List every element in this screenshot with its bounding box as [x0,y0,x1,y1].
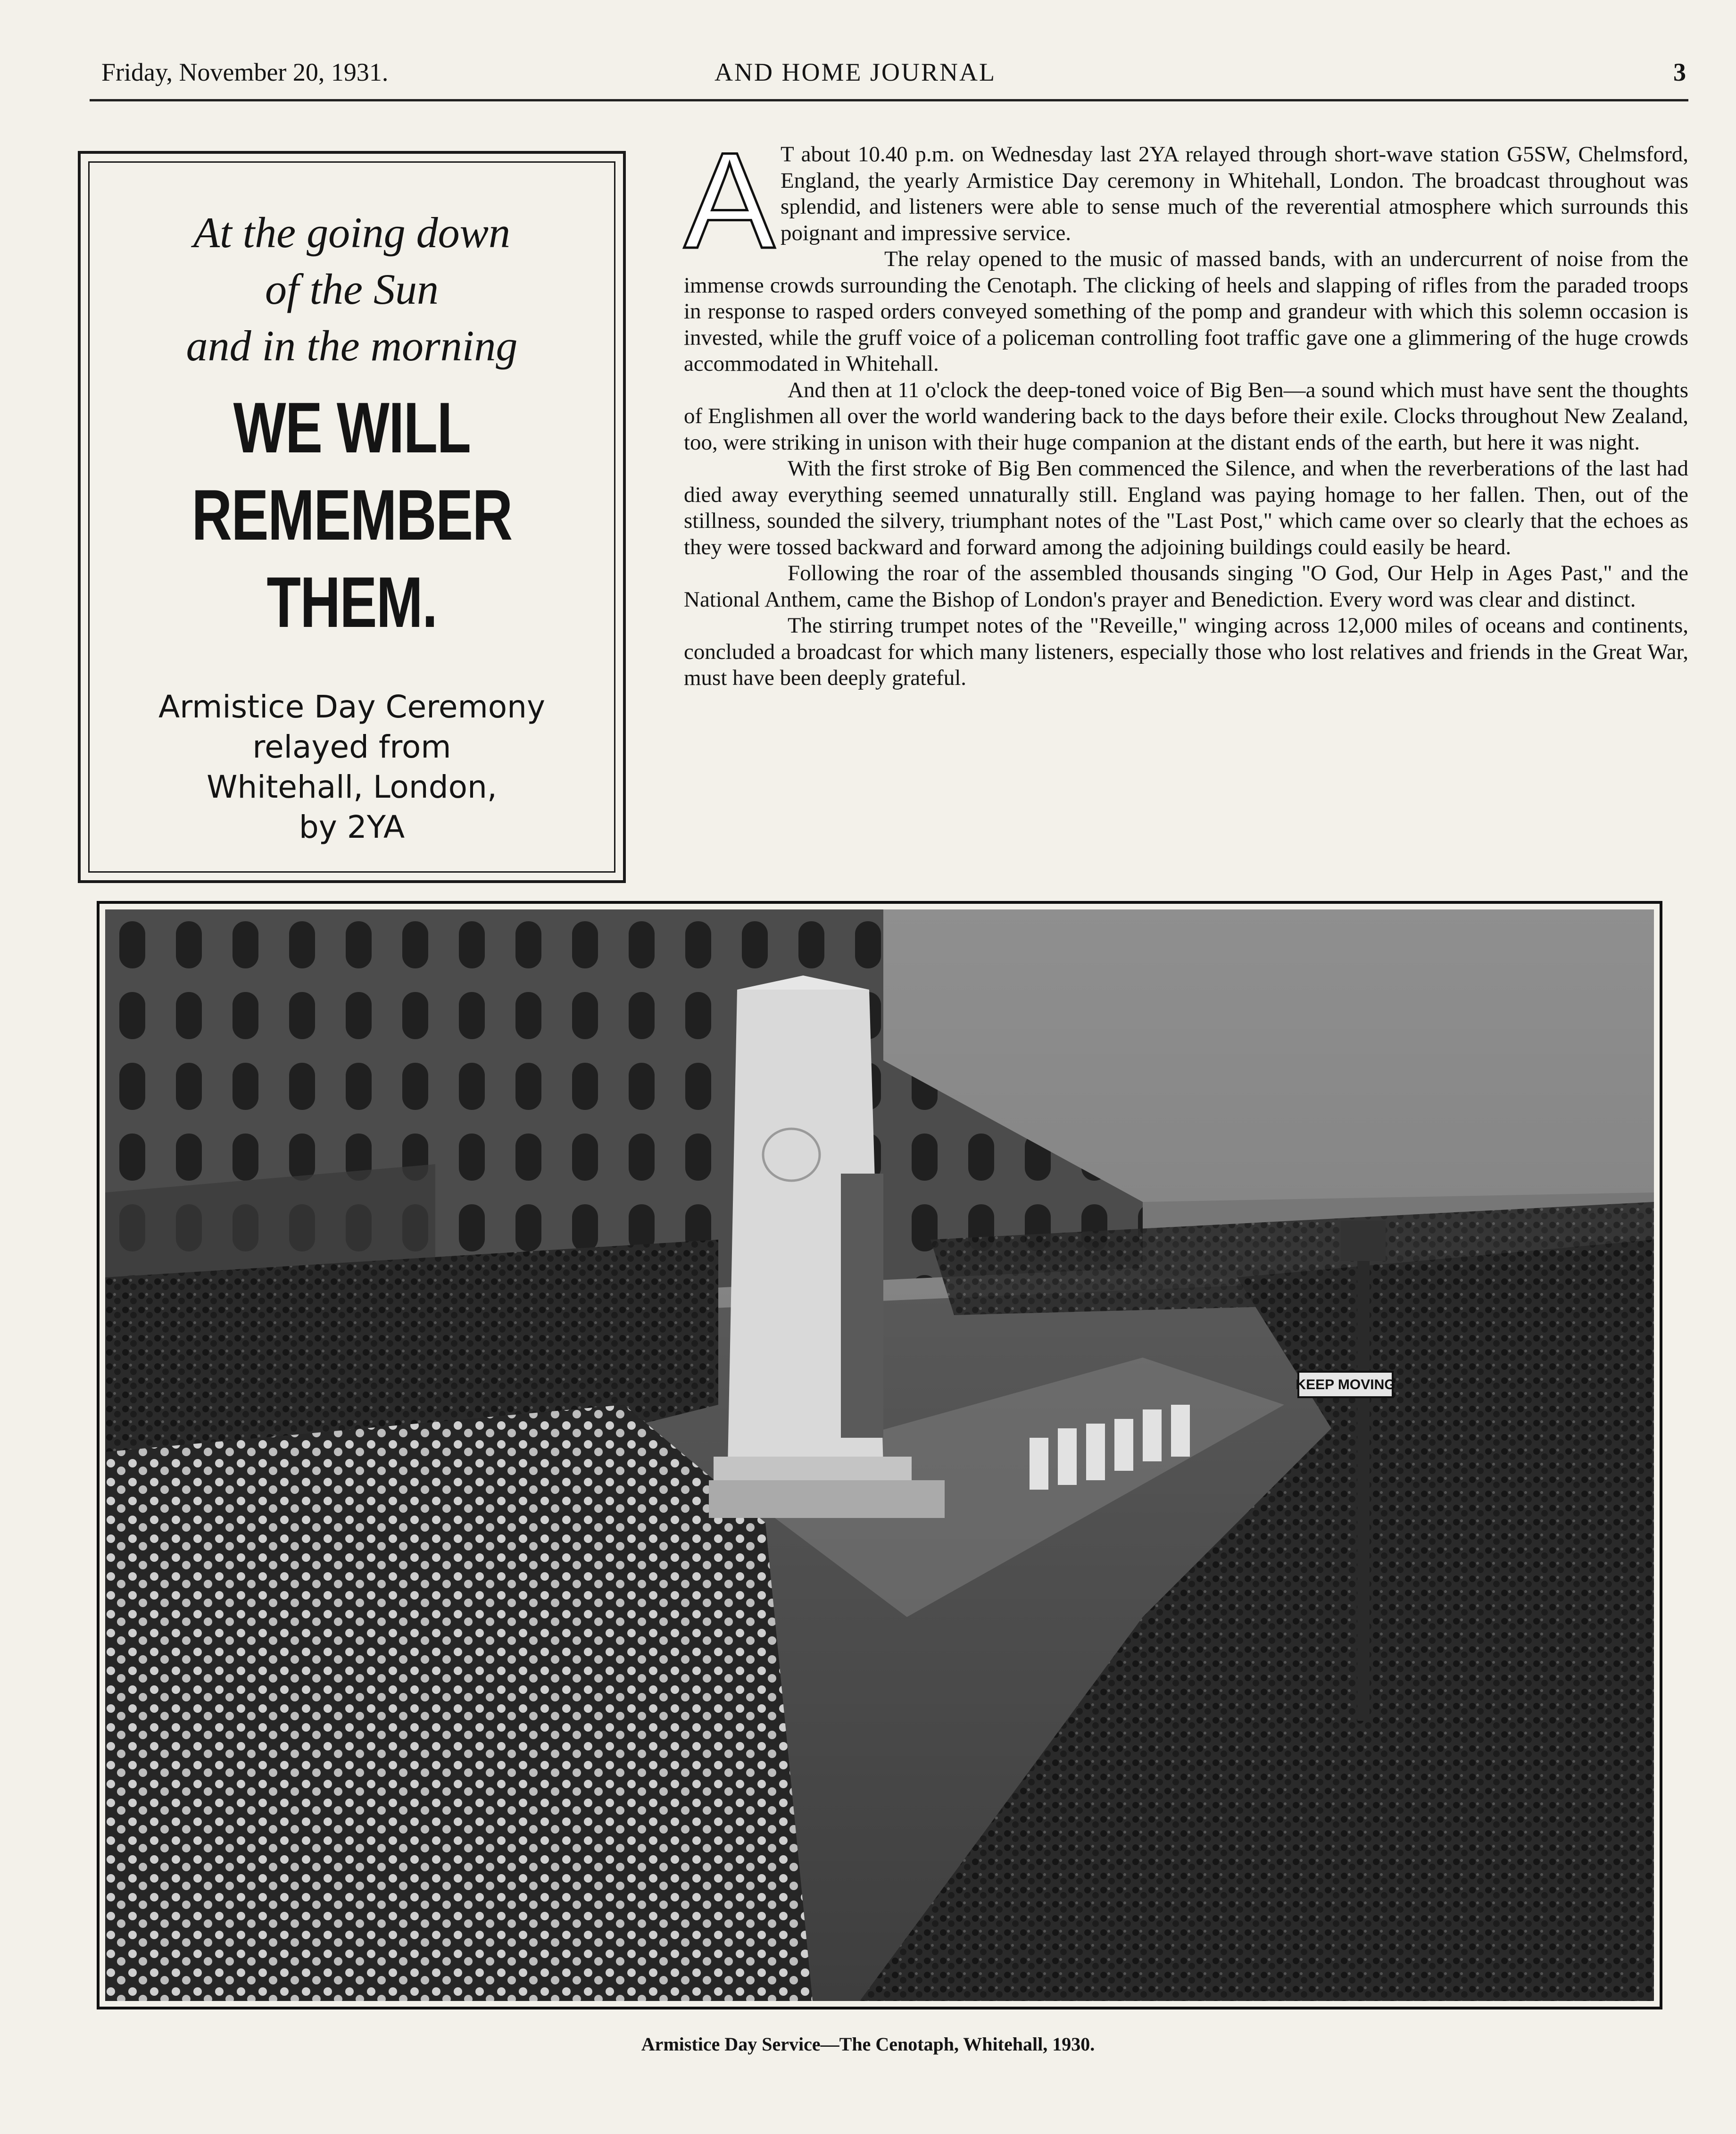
subtitle-relayed: relayed from [252,729,451,765]
cenotaph-photo [105,909,1654,2001]
subtitle-station: by 2YA [299,809,405,845]
article-paragraph-5: Following the roar of the assembled thousands singing "O God, Our Help in Ages Past," and the National Anthem, came the Bishop of London's prayer and Benediction. Every word was clear and distinct. [684,561,1688,612]
journal-title: AND HOME JOURNAL [714,58,996,86]
header-rule [90,99,1688,101]
page-number: 3 [1673,58,1686,86]
article-paragraph-3: And then at 11 o'clock the deep-toned voice of Big Ben—a sound which must have sent the thoughts of Englishmen all over the world wandering back to the days before their exile. Clocks throughout New Zealand, too, were striking in unison with their huge companion at the distant ends of the earth, but here it was night. [684,377,1688,455]
article-paragraph-6: The stirring trumpet notes of the "Reveille," winging across 12,000 miles of oceans and continents, concluded a broadcast for which many listeners, especially those who lost relatives and friends in the Great War, must have been deeply grateful. [684,613,1688,690]
photo-caption: Armistice Day Service—The Cenotaph, Whitehall, 1930. [641,2034,1095,2055]
remembrance-box [78,151,626,883]
article-body [684,124,1688,692]
issue-date: Friday, November 20, 1931. [101,58,389,86]
article-paragraph-1: T about 10.40 p.m. on Wednesday last 2YA relayed through short-wave station G5SW, Chelmsford, England, the yearly Armistice Day ceremony in Whitehall, London. The broadcast throughout was splendid, and listeners were able to sense much of the reverential atmosphere which surrounds this poignant and impressive service. [781,142,1688,245]
subtitle-location: Whitehall, London, [207,769,497,805]
keep-moving-sign [1296,1372,1395,1397]
photo-troops [105,1405,813,2001]
cenotaph-photo-frame [97,901,1662,2009]
keep-moving-text: KEEP MOVING [1296,1377,1395,1392]
subtitle-ceremony: Armistice Day Ceremony [158,689,546,725]
headline-remember: REMEMBER [191,475,512,555]
verse-line-1: At the going down [193,208,511,257]
drop-cap: A [684,124,775,277]
verse-line-2: of the Sun [265,265,439,313]
page-header [101,58,1686,95]
article-paragraph-4: With the first stroke of Big Ben commenced the Silence, and when the reverberations of the last had died away everything seemed unnaturally still. England was paying homage to her fallen. Then, out of the stillness, sounded the silvery, triumphant notes of the "Last Post," which came over so clearly that the echoes as they were tossed backward and forward among the adjoining buildings could easily be heard. [684,456,1688,559]
remembrance-box-inner [88,161,615,873]
headline-we-will: WE WILL [233,388,471,468]
article-paragraph-2: The relay opened to the music of massed bands, with an undercurrent of noise from the immense crowds surrounding the Cenotaph. The clicking of heels and slapping of rifles from the paraded troops in response to rasped orders conveyed something of the pomp and grandeur with which this solemn occasion is invested, while the gruff voice of a policeman controlling foot traffic gave one a glimmering of the huge crowds accommodated in Whitehall. [684,247,1688,376]
headline-them: THEM. [266,562,437,642]
verse-line-3: and in the morning [186,322,518,370]
